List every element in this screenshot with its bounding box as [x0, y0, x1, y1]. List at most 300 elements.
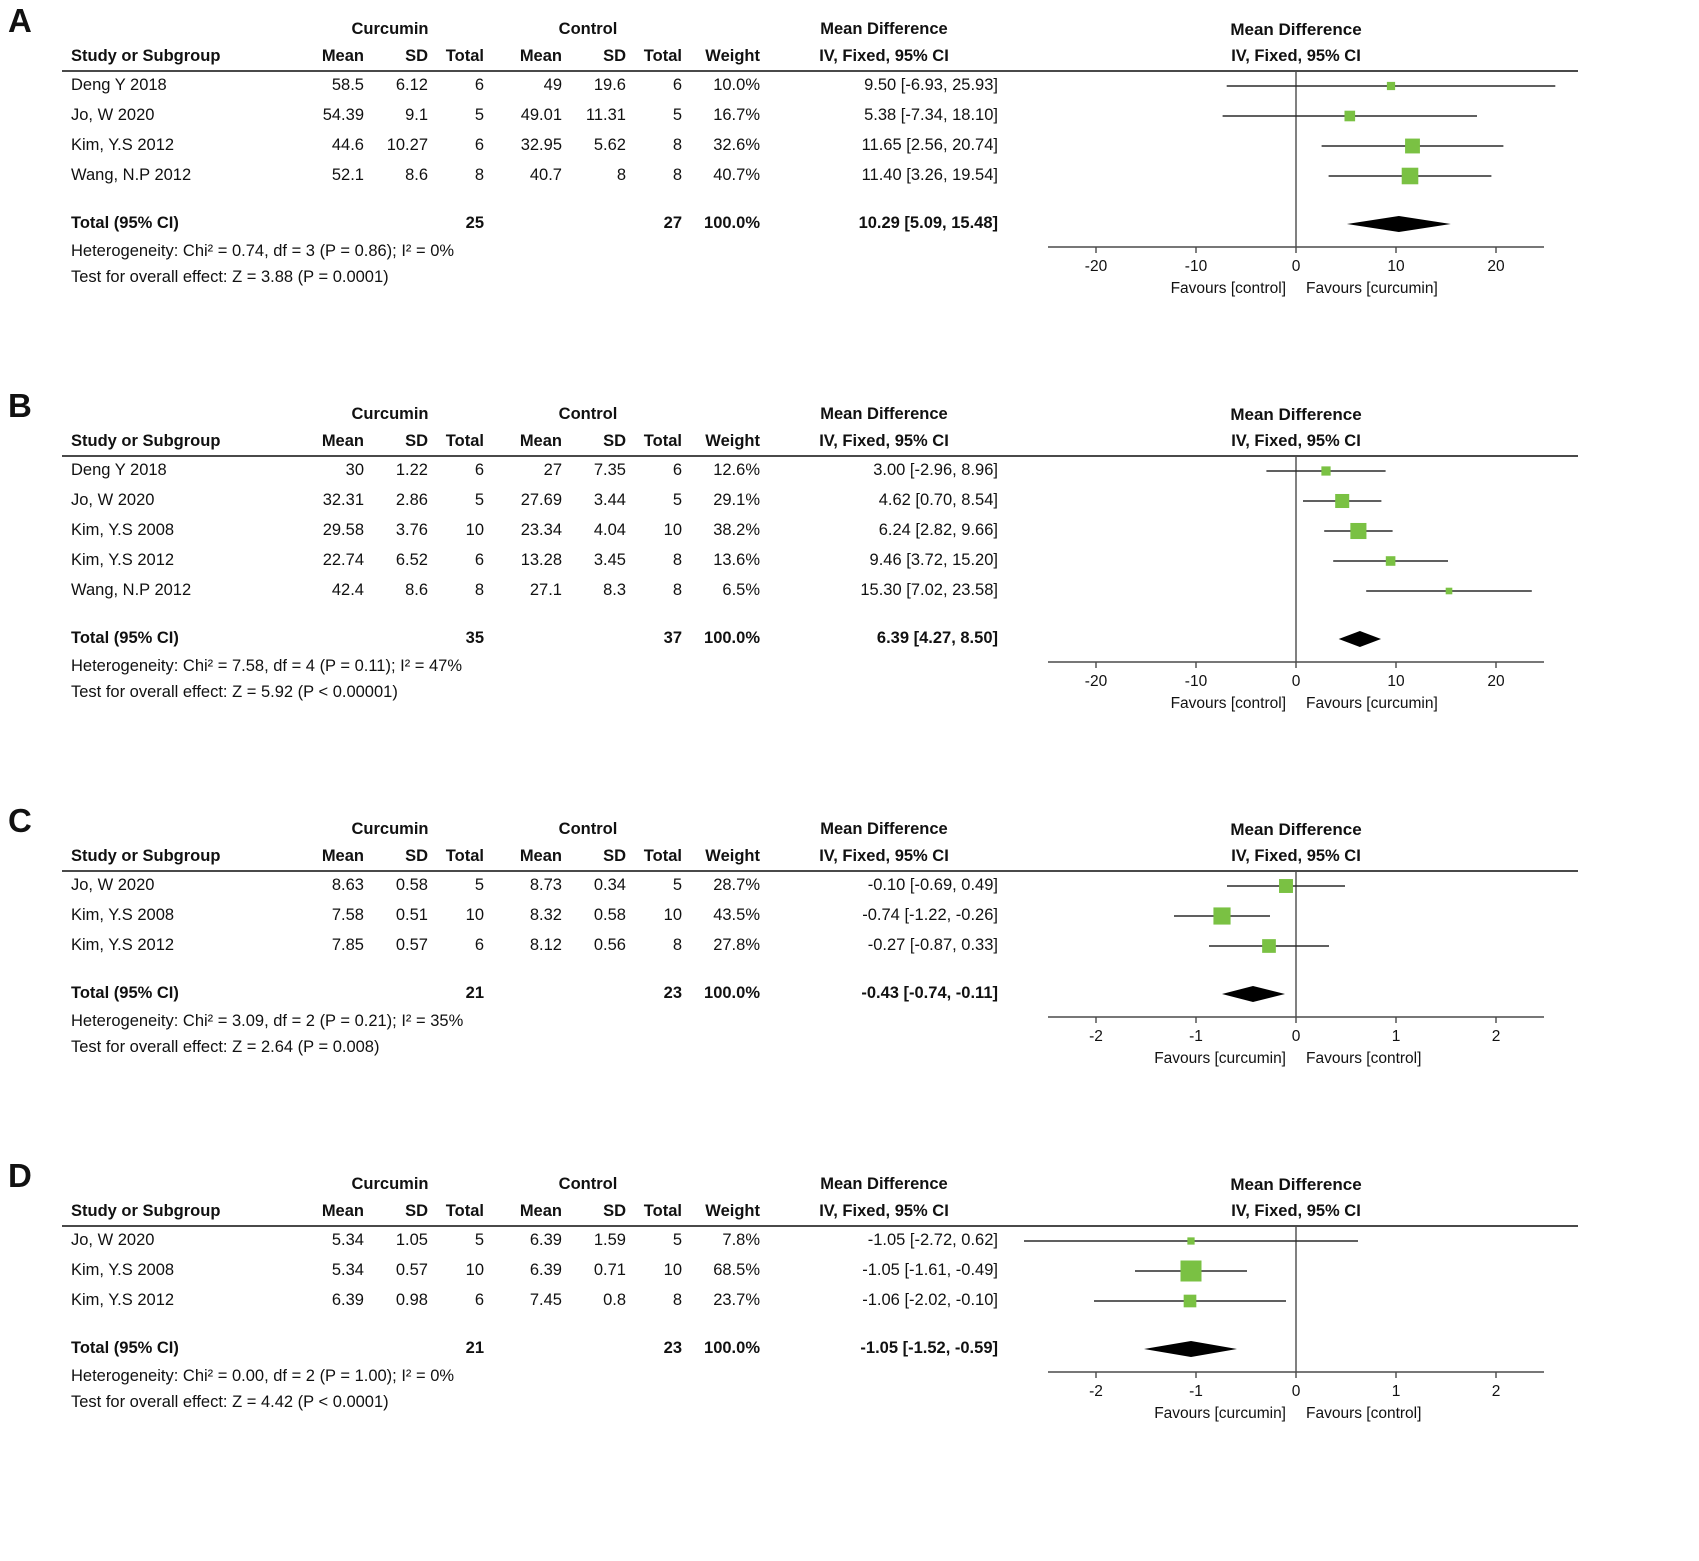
- cell-md-ci: -1.06 [-2.02, -0.10]: [862, 1290, 998, 1309]
- cell-ctl_mean: 8.12: [529, 935, 562, 954]
- total-md-ci: -0.43 [-0.74, -0.11]: [861, 983, 998, 1002]
- cell-exp_total: 6: [474, 135, 484, 154]
- study-row: [66, 485, 1003, 515]
- cell-exp_total: 10: [465, 520, 484, 539]
- col-header-study: Study or Subgroup: [71, 1202, 221, 1220]
- favours-right-label: Favours [curcumin]: [1306, 280, 1438, 297]
- cell-exp_total: 10: [465, 905, 484, 924]
- overall-effect-text: Test for overall effect: Z = 4.42 (P < 0.0001): [71, 1392, 389, 1411]
- plot-subtitle: IV, Fixed, 95% CI: [1231, 47, 1361, 65]
- col-header-sd: SD: [603, 1202, 626, 1220]
- axis-tick-label: 1: [1391, 1383, 1401, 1400]
- cell-ctl_mean: 6.39: [529, 1230, 562, 1249]
- cell-ctl_mean: 6.39: [529, 1260, 562, 1279]
- cell-ctl_total: 10: [663, 905, 682, 924]
- axis-tick-label: -10: [1184, 258, 1208, 275]
- effect-square: [1184, 1295, 1197, 1308]
- panel-C-body: [8, 816, 1699, 1073]
- cell-ctl_total: 6: [672, 460, 682, 479]
- favours-left-label: Favours [control]: [1170, 695, 1286, 712]
- forest-plot-D: [1016, 1171, 1616, 1428]
- study-row: [66, 160, 1003, 190]
- cell-exp_sd: 9.1: [405, 105, 428, 124]
- total-ctl-total: 27: [663, 213, 682, 232]
- cell-exp_mean: 7.85: [331, 935, 364, 954]
- col-header-total: Total: [445, 432, 484, 450]
- study-name: Jo, W 2020: [71, 490, 155, 509]
- cell-exp_sd: 8.6: [405, 165, 428, 184]
- effect-square: [1262, 939, 1276, 953]
- cell-md-ci: -1.05 [-2.72, 0.62]: [867, 1230, 998, 1249]
- group-header-curcumin: Curcumin: [351, 820, 429, 838]
- col-header-mean: Mean: [321, 1202, 364, 1220]
- cell-exp_sd: 6.12: [395, 75, 428, 94]
- col-header-ci: IV, Fixed, 95% CI: [819, 847, 949, 865]
- cell-ctl_mean: 27: [543, 460, 562, 479]
- overall-effect-text: Test for overall effect: Z = 5.92 (P < 0.00001): [71, 682, 398, 701]
- cell-md-ci: 5.38 [-7.34, 18.10]: [864, 105, 998, 124]
- axis-tick-label: 1: [1391, 1028, 1401, 1045]
- plot-subtitle: IV, Fixed, 95% CI: [1231, 432, 1361, 450]
- study-name: Kim, Y.S 2012: [71, 550, 175, 569]
- effect-square: [1181, 1261, 1202, 1282]
- cell-exp_mean: 5.34: [331, 1260, 364, 1279]
- panel-A-body: [8, 16, 1699, 303]
- cell-ctl_mean: 40.7: [529, 165, 562, 184]
- total-diamond: [1347, 216, 1451, 232]
- panel-D: [8, 1157, 1699, 1428]
- study-row: [66, 575, 1003, 605]
- cell-exp_sd: 0.58: [395, 875, 428, 894]
- panel-B-body: [8, 401, 1699, 718]
- cell-weight: 6.5%: [722, 580, 760, 599]
- cell-weight: 27.8%: [713, 935, 760, 954]
- heterogeneity-text: Heterogeneity: Chi² = 3.09, df = 2 (P = 0.21); I² = 35%: [71, 1011, 464, 1030]
- cell-exp_mean: 52.1: [331, 165, 364, 184]
- study-name: Deng Y 2018: [71, 75, 167, 94]
- cell-exp_mean: 44.6: [331, 135, 364, 154]
- total-exp-total: 21: [465, 1338, 484, 1357]
- cell-exp_total: 5: [474, 875, 484, 894]
- study-name: Wang, N.P 2012: [71, 165, 192, 184]
- cell-ctl_sd: 19.6: [593, 75, 626, 94]
- group-header-effect: Mean Difference: [820, 20, 948, 38]
- col-header-weight: Weight: [705, 47, 760, 65]
- panel-B: [8, 387, 1699, 718]
- cell-md-ci: -0.27 [-0.87, 0.33]: [867, 935, 998, 954]
- cell-ctl_total: 8: [672, 1290, 682, 1309]
- effect-square: [1279, 879, 1293, 893]
- cell-exp_sd: 0.98: [395, 1290, 428, 1309]
- cell-exp_total: 5: [474, 490, 484, 509]
- effect-square: [1344, 111, 1355, 122]
- cell-exp_mean: 8.63: [331, 875, 364, 894]
- study-name: Kim, Y.S 2008: [71, 520, 175, 539]
- cell-md-ci: -0.10 [-0.69, 0.49]: [867, 875, 998, 894]
- cell-ctl_total: 5: [672, 875, 682, 894]
- group-header-control: Control: [558, 820, 618, 838]
- total-diamond: [1339, 631, 1381, 647]
- favours-right-label: Favours [control]: [1306, 1050, 1422, 1067]
- col-header-total: Total: [445, 847, 484, 865]
- study-row: [66, 130, 1003, 160]
- cell-md-ci: -0.74 [-1.22, -0.26]: [862, 905, 998, 924]
- cell-ctl_total: 6: [672, 75, 682, 94]
- study-name: Jo, W 2020: [71, 875, 155, 894]
- cell-ctl_sd: 0.71: [593, 1260, 626, 1279]
- axis-tick-label: -2: [1089, 1383, 1103, 1400]
- effect-square: [1402, 168, 1419, 185]
- effect-square: [1405, 139, 1420, 154]
- forest-plot-A: [1016, 16, 1616, 303]
- col-header-mean: Mean: [519, 1202, 562, 1220]
- axis-tick-label: 2: [1491, 1028, 1501, 1045]
- cell-ctl_sd: 5.62: [593, 135, 626, 154]
- cell-exp_total: 6: [474, 935, 484, 954]
- study-name: Kim, Y.S 2012: [71, 135, 175, 154]
- cell-ctl_mean: 13.28: [520, 550, 562, 569]
- cell-exp_sd: 3.76: [395, 520, 428, 539]
- cell-md-ci: 6.24 [2.82, 9.66]: [878, 520, 998, 539]
- col-header-sd: SD: [405, 847, 428, 865]
- cell-ctl_total: 5: [672, 1230, 682, 1249]
- col-header-mean: Mean: [321, 47, 364, 65]
- total-diamond: [1144, 1341, 1237, 1357]
- cell-weight: 38.2%: [713, 520, 760, 539]
- study-row: [66, 515, 1003, 545]
- col-header-sd: SD: [405, 1202, 428, 1220]
- effect-square: [1446, 588, 1453, 595]
- total-row: [66, 623, 1003, 653]
- study-name: Jo, W 2020: [71, 105, 155, 124]
- cell-exp_sd: 8.6: [405, 580, 428, 599]
- effect-square: [1386, 556, 1396, 566]
- cell-exp_mean: 32.31: [322, 490, 364, 509]
- panel-B-label: B: [8, 387, 32, 424]
- cell-exp_mean: 22.74: [322, 550, 364, 569]
- heterogeneity-text: Heterogeneity: Chi² = 0.00, df = 2 (P = 1.00); I² = 0%: [71, 1366, 455, 1385]
- cell-ctl_sd: 3.44: [593, 490, 626, 509]
- axis-tick-label: -20: [1084, 673, 1108, 690]
- group-header-curcumin: Curcumin: [351, 20, 429, 38]
- cell-ctl_total: 5: [672, 490, 682, 509]
- study-name: Kim, Y.S 2008: [71, 905, 175, 924]
- axis-tick-label: -10: [1184, 673, 1208, 690]
- axis-tick-label: 0: [1291, 258, 1301, 275]
- total-ctl-total: 37: [663, 628, 682, 647]
- col-header-mean: Mean: [519, 847, 562, 865]
- cell-ctl_total: 8: [672, 550, 682, 569]
- col-header-mean: Mean: [321, 847, 364, 865]
- forest-plot-figure: [8, 2, 1699, 1428]
- cell-exp_total: 5: [474, 105, 484, 124]
- overall-effect-text: Test for overall effect: Z = 2.64 (P = 0.008): [71, 1037, 380, 1056]
- study-row: [66, 70, 1003, 100]
- cell-ctl_total: 10: [663, 520, 682, 539]
- cell-exp_mean: 42.4: [331, 580, 364, 599]
- group-header-control: Control: [558, 1175, 618, 1193]
- cell-ctl_sd: 8: [616, 165, 626, 184]
- total-weight: 100.0%: [704, 983, 760, 1002]
- cell-ctl_sd: 1.59: [593, 1230, 626, 1249]
- study-name: Jo, W 2020: [71, 1230, 155, 1249]
- forest-plot-B: [1016, 401, 1616, 718]
- total-row: [66, 1333, 1003, 1363]
- cell-exp_mean: 58.5: [331, 75, 364, 94]
- cell-weight: 29.1%: [713, 490, 760, 509]
- cell-ctl_sd: 0.34: [593, 875, 626, 894]
- study-row: [66, 1225, 1003, 1255]
- col-header-mean: Mean: [321, 432, 364, 450]
- cell-ctl_mean: 7.45: [529, 1290, 562, 1309]
- total-weight: 100.0%: [704, 628, 760, 647]
- col-header-ci: IV, Fixed, 95% CI: [819, 1202, 949, 1220]
- axis-tick-label: 0: [1291, 673, 1301, 690]
- cell-exp_total: 6: [474, 1290, 484, 1309]
- effect-square: [1187, 1237, 1194, 1244]
- cell-exp_total: 6: [474, 75, 484, 94]
- cell-ctl_sd: 0.58: [593, 905, 626, 924]
- col-header-weight: Weight: [705, 432, 760, 450]
- cell-ctl_total: 8: [672, 165, 682, 184]
- group-header-effect: Mean Difference: [820, 820, 948, 838]
- axis-tick-label: -2: [1089, 1028, 1103, 1045]
- cell-ctl_mean: 32.95: [520, 135, 562, 154]
- cell-weight: 40.7%: [713, 165, 760, 184]
- effect-square: [1213, 907, 1230, 924]
- axis-tick-label: 10: [1387, 673, 1405, 690]
- total-label: Total (95% CI): [71, 1338, 179, 1357]
- total-exp-total: 21: [465, 983, 484, 1002]
- cell-exp_mean: 54.39: [322, 105, 364, 124]
- cell-ctl_sd: 4.04: [593, 520, 626, 539]
- cell-md-ci: 9.46 [3.72, 15.20]: [869, 550, 998, 569]
- cell-md-ci: -1.05 [-1.61, -0.49]: [862, 1260, 998, 1279]
- total-exp-total: 35: [465, 628, 484, 647]
- cell-ctl_sd: 8.3: [603, 580, 626, 599]
- cell-md-ci: 9.50 [-6.93, 25.93]: [864, 75, 998, 94]
- study-row: [66, 545, 1003, 575]
- col-header-weight: Weight: [705, 1202, 760, 1220]
- favours-right-label: Favours [control]: [1306, 1405, 1422, 1422]
- total-md-ci: 10.29 [5.09, 15.48]: [858, 213, 998, 232]
- col-header-ci: IV, Fixed, 95% CI: [819, 432, 949, 450]
- col-header-mean: Mean: [519, 432, 562, 450]
- total-ctl-total: 23: [663, 983, 682, 1002]
- panel-A: [8, 2, 1699, 303]
- effect-square: [1350, 523, 1366, 539]
- cell-ctl_sd: 11.31: [585, 105, 626, 124]
- cell-ctl_sd: 7.35: [593, 460, 626, 479]
- total-ctl-total: 23: [663, 1338, 682, 1357]
- heterogeneity-text: Heterogeneity: Chi² = 0.74, df = 3 (P = 0.86); I² = 0%: [71, 241, 455, 260]
- col-header-sd: SD: [603, 47, 626, 65]
- cell-weight: 13.6%: [713, 550, 760, 569]
- favours-right-label: Favours [curcumin]: [1306, 695, 1438, 712]
- group-header-curcumin: Curcumin: [351, 1175, 429, 1193]
- panel-C: [8, 802, 1699, 1073]
- total-md-ci: -1.05 [-1.52, -0.59]: [860, 1338, 998, 1357]
- cell-ctl_mean: 49.01: [520, 105, 562, 124]
- effect-square: [1335, 494, 1349, 508]
- plot-subtitle: IV, Fixed, 95% CI: [1231, 1202, 1361, 1220]
- cell-ctl_mean: 8.73: [529, 875, 562, 894]
- cell-weight: 28.7%: [713, 875, 760, 894]
- cell-exp_total: 8: [474, 165, 484, 184]
- panel-A-label: A: [8, 2, 32, 39]
- cell-ctl_mean: 8.32: [529, 905, 562, 924]
- cell-md-ci: 3.00 [-2.96, 8.96]: [873, 460, 998, 479]
- favours-left-label: Favours [curcumin]: [1154, 1405, 1286, 1422]
- col-header-total: Total: [643, 847, 682, 865]
- plot-subtitle: IV, Fixed, 95% CI: [1231, 847, 1361, 865]
- cell-exp_total: 6: [474, 460, 484, 479]
- effect-square: [1387, 82, 1395, 90]
- cell-exp_mean: 5.34: [331, 1230, 364, 1249]
- axis-tick-label: 20: [1487, 673, 1505, 690]
- col-header-study: Study or Subgroup: [71, 47, 221, 65]
- cell-ctl_sd: 3.45: [593, 550, 626, 569]
- total-label: Total (95% CI): [71, 628, 179, 647]
- cell-exp_sd: 0.51: [395, 905, 428, 924]
- cell-weight: 10.0%: [713, 75, 760, 94]
- col-header-ci: IV, Fixed, 95% CI: [819, 47, 949, 65]
- cell-exp_sd: 1.05: [395, 1230, 428, 1249]
- total-md-ci: 6.39 [4.27, 8.50]: [876, 628, 998, 647]
- cell-exp_mean: 30: [345, 460, 364, 479]
- col-header-total: Total: [643, 1202, 682, 1220]
- panel-C-label: C: [8, 802, 32, 839]
- col-header-total: Total: [445, 1202, 484, 1220]
- axis-tick-label: 20: [1487, 258, 1505, 275]
- plot-title: Mean Difference: [1230, 20, 1362, 39]
- total-row: [66, 208, 1003, 238]
- cell-weight: 68.5%: [713, 1260, 760, 1279]
- axis-tick-label: 2: [1491, 1383, 1501, 1400]
- cell-weight: 12.6%: [713, 460, 760, 479]
- group-header-effect: Mean Difference: [820, 405, 948, 423]
- cell-exp_total: 6: [474, 550, 484, 569]
- study-name: Kim, Y.S 2012: [71, 1290, 175, 1309]
- cell-exp_mean: 29.58: [322, 520, 364, 539]
- col-header-mean: Mean: [519, 47, 562, 65]
- total-row: [66, 978, 1003, 1008]
- cell-exp_sd: 10.27: [386, 135, 428, 154]
- favours-left-label: Favours [curcumin]: [1154, 1050, 1286, 1067]
- study-row: [66, 930, 1003, 960]
- cell-exp_sd: 0.57: [395, 1260, 428, 1279]
- cell-exp_mean: 7.58: [331, 905, 364, 924]
- col-header-sd: SD: [405, 432, 428, 450]
- cell-ctl_mean: 49: [543, 75, 562, 94]
- cell-exp_sd: 6.52: [395, 550, 428, 569]
- cell-exp_mean: 6.39: [331, 1290, 364, 1309]
- effect-square: [1321, 466, 1330, 475]
- cell-weight: 16.7%: [713, 105, 760, 124]
- cell-exp_sd: 2.86: [395, 490, 428, 509]
- overall-effect-text: Test for overall effect: Z = 3.88 (P = 0.0001): [71, 267, 389, 286]
- cell-ctl_sd: 0.8: [603, 1290, 626, 1309]
- study-table: [66, 1171, 1003, 1415]
- study-name: Wang, N.P 2012: [71, 580, 192, 599]
- study-row: [66, 1285, 1003, 1315]
- heterogeneity-text: Heterogeneity: Chi² = 7.58, df = 4 (P = 0.11); I² = 47%: [71, 656, 463, 675]
- total-label: Total (95% CI): [71, 983, 179, 1002]
- axis-tick-label: 10: [1387, 258, 1405, 275]
- cell-exp_total: 10: [465, 1260, 484, 1279]
- axis-tick-label: 0: [1291, 1028, 1301, 1045]
- plot-title: Mean Difference: [1230, 1175, 1362, 1194]
- col-header-sd: SD: [405, 47, 428, 65]
- axis-tick-label: -20: [1084, 258, 1108, 275]
- axis-tick-label: -1: [1189, 1028, 1203, 1045]
- cell-md-ci: 11.40 [3.26, 19.54]: [861, 165, 998, 184]
- total-exp-total: 25: [465, 213, 484, 232]
- total-diamond: [1222, 986, 1285, 1002]
- cell-weight: 23.7%: [713, 1290, 760, 1309]
- cell-md-ci: 11.65 [2.56, 20.74]: [861, 135, 998, 154]
- cell-weight: 43.5%: [713, 905, 760, 924]
- study-row: [66, 900, 1003, 930]
- cell-weight: 32.6%: [713, 135, 760, 154]
- forest-plot-C: [1016, 816, 1616, 1073]
- group-header-effect: Mean Difference: [820, 1175, 948, 1193]
- cell-exp_sd: 0.57: [395, 935, 428, 954]
- study-table: [66, 401, 1003, 705]
- col-header-sd: SD: [603, 847, 626, 865]
- cell-ctl_mean: 27.69: [520, 490, 562, 509]
- cell-md-ci: 4.62 [0.70, 8.54]: [878, 490, 998, 509]
- total-weight: 100.0%: [704, 1338, 760, 1357]
- plot-title: Mean Difference: [1230, 820, 1362, 839]
- study-name: Deng Y 2018: [71, 460, 167, 479]
- group-header-control: Control: [558, 20, 618, 38]
- col-header-study: Study or Subgroup: [71, 432, 221, 450]
- axis-tick-label: -1: [1189, 1383, 1203, 1400]
- cell-ctl_total: 8: [672, 935, 682, 954]
- group-header-curcumin: Curcumin: [351, 405, 429, 423]
- col-header-total: Total: [445, 47, 484, 65]
- cell-ctl_mean: 23.34: [520, 520, 562, 539]
- cell-ctl_total: 8: [672, 580, 682, 599]
- study-row: [66, 1255, 1003, 1285]
- total-label: Total (95% CI): [71, 213, 179, 232]
- cell-ctl_mean: 27.1: [529, 580, 562, 599]
- study-row: [66, 100, 1003, 130]
- favours-left-label: Favours [control]: [1170, 280, 1286, 297]
- panel-D-label: D: [8, 1157, 32, 1194]
- cell-ctl_total: 5: [672, 105, 682, 124]
- study-name: Kim, Y.S 2012: [71, 935, 175, 954]
- cell-weight: 7.8%: [722, 1230, 760, 1249]
- col-header-sd: SD: [603, 432, 626, 450]
- cell-exp_total: 5: [474, 1230, 484, 1249]
- col-header-total: Total: [643, 432, 682, 450]
- study-name: Kim, Y.S 2008: [71, 1260, 175, 1279]
- cell-exp_sd: 1.22: [395, 460, 428, 479]
- cell-ctl_total: 10: [663, 1260, 682, 1279]
- col-header-study: Study or Subgroup: [71, 847, 221, 865]
- total-weight: 100.0%: [704, 213, 760, 232]
- cell-ctl_total: 8: [672, 135, 682, 154]
- study-row: [66, 870, 1003, 900]
- cell-exp_total: 8: [474, 580, 484, 599]
- cell-ctl_sd: 0.56: [593, 935, 626, 954]
- axis-tick-label: 0: [1291, 1383, 1301, 1400]
- panel-D-body: [8, 1171, 1699, 1428]
- plot-title: Mean Difference: [1230, 405, 1362, 424]
- group-header-control: Control: [558, 405, 618, 423]
